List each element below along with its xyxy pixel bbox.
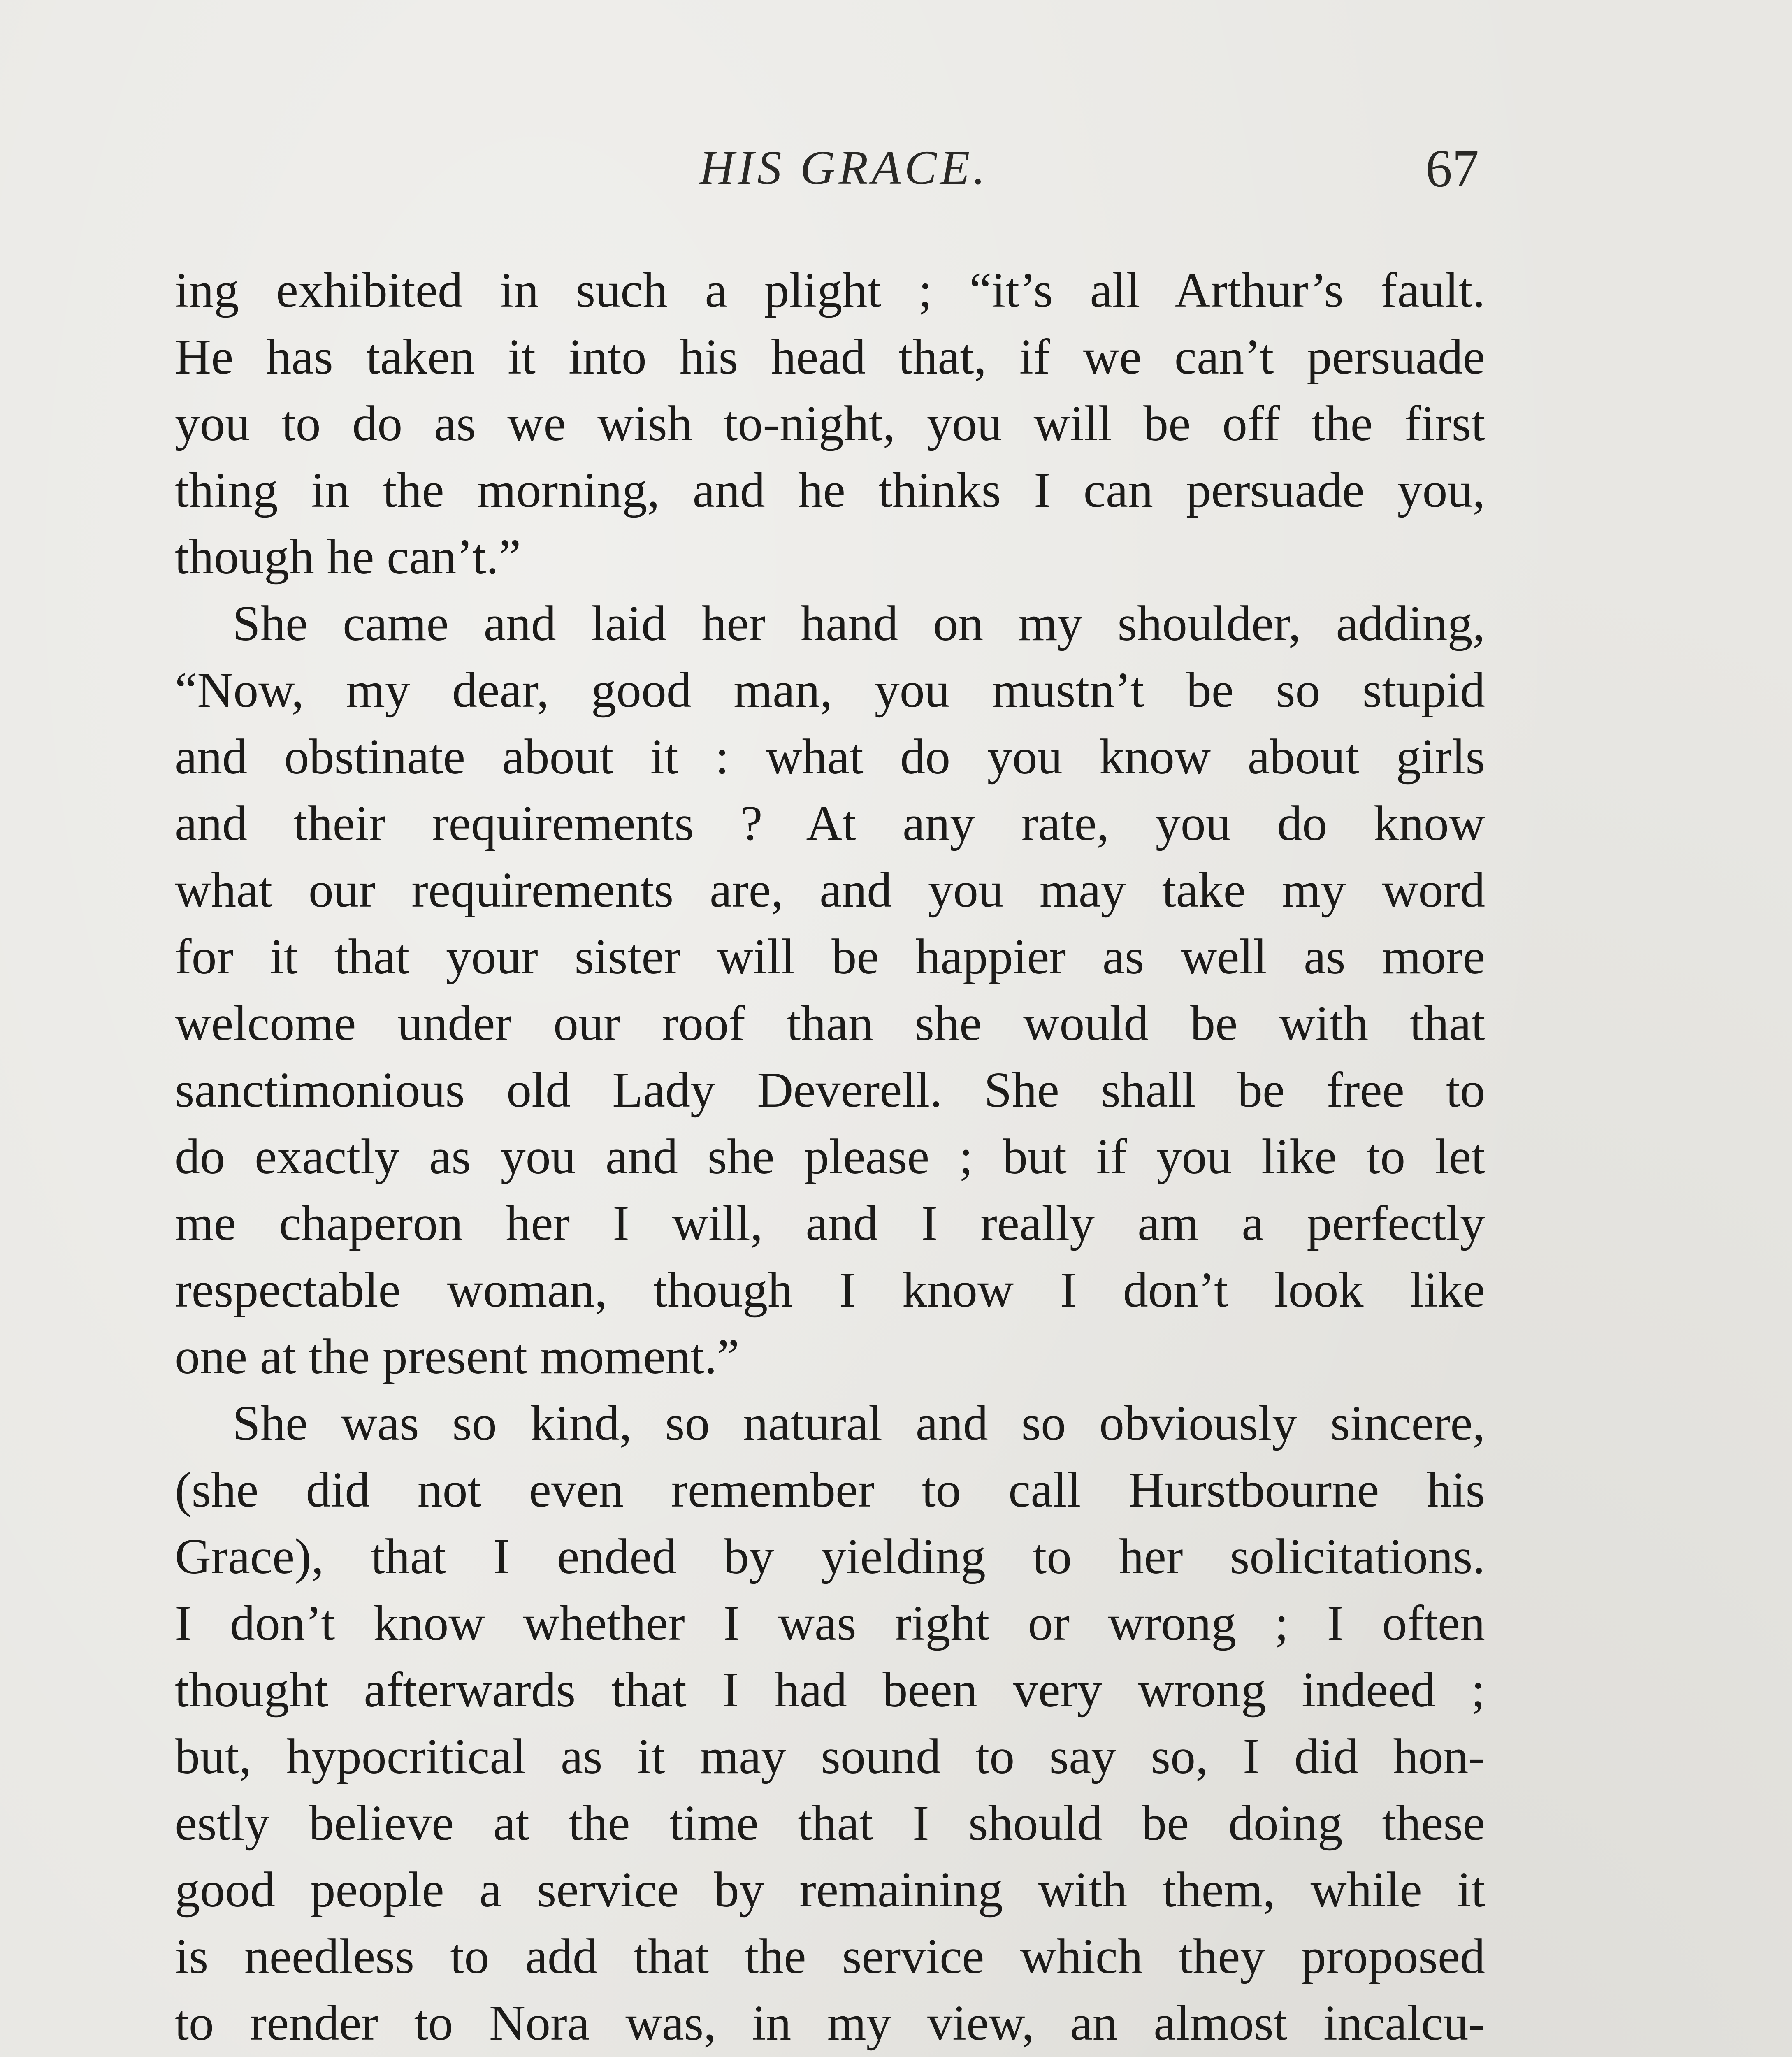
text-line: and their requirements ? At any rate, you do know [175, 796, 1485, 851]
text-line: to render to Nora was, in my view, an almost incalcu- [175, 1995, 1485, 2051]
text-line: one at the present moment.” [175, 1329, 740, 1384]
text-line: but, hypocritical as it may sound to say so, I did hon- [175, 1729, 1485, 1784]
text-line: She was so kind, so natural and so obviously sincere, [232, 1395, 1485, 1451]
text-line: sanctimonious old Lady Deverell. She shall be free to [175, 1062, 1485, 1118]
text-line: and obstinate about it : what do you know about girls [175, 729, 1485, 785]
text-line: what our requirements are, and you may take my word [175, 862, 1485, 918]
text-line: “Now, my dear, good man, you mustn’t be so stupid [175, 662, 1485, 718]
text-line: me chaperon her I will, and I really am a perfectly [175, 1196, 1485, 1251]
text-line: ing exhibited in such a plight ; “it’s all Arthur’s fault. [175, 262, 1485, 318]
text-line: though he can’t.” [175, 529, 521, 585]
text-line: welcome under our roof than she would be with that [175, 996, 1485, 1051]
text-line: estly believe at the time that I should be doing these [175, 1795, 1485, 1851]
page-number: 67 [1425, 139, 1479, 198]
text-line: (she did not even remember to call Hurstbourne his [175, 1462, 1485, 1518]
text-line: He has taken it into his head that, if we can’t persuade [175, 329, 1485, 385]
text-line: Grace), that I ended by yielding to her solicitations. [175, 1529, 1485, 1584]
text-line: good people a service by remaining with them, while it [175, 1862, 1485, 1918]
text-line: for it that your sister will be happier as well as more [175, 929, 1485, 984]
text-line: respectable woman, though I know I don’t look like [175, 1262, 1485, 1318]
text-line: do exactly as you and she please ; but if you like to let [175, 1129, 1485, 1184]
running-head: HIS GRACE. [699, 141, 989, 195]
text-line: She came and laid her hand on my shoulder, adding, [232, 596, 1485, 651]
text-line: I don’t know whether I was right or wrong ; I often [175, 1595, 1485, 1651]
body-text [175, 257, 1485, 2057]
text-line: thing in the morning, and he thinks I can persuade you, [175, 462, 1485, 518]
text-line: you to do as we wish to-night, you will be off the first [175, 396, 1485, 451]
text-line: thought afterwards that I had been very wrong indeed ; [175, 1662, 1485, 1718]
text-line: is needless to add that the service which they proposed [175, 1929, 1485, 1984]
